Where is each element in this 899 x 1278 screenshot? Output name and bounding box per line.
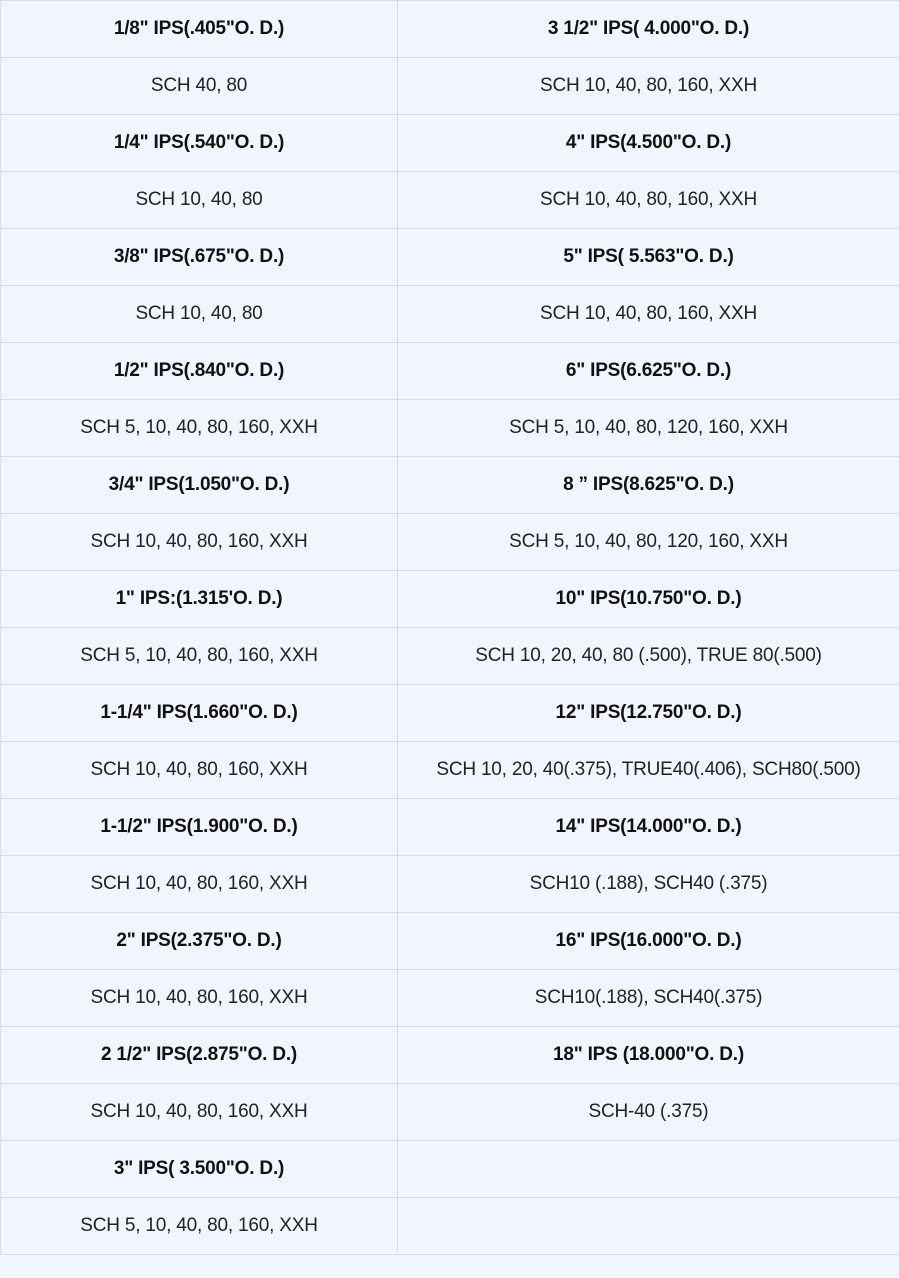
pipe-size-cell: 1/2" IPS(.840"O. D.) <box>1 343 398 400</box>
pipe-size-table-body <box>1 1 899 1255</box>
schedule-row <box>1 856 899 913</box>
pipe-size-cell: 3 1/2" IPS( 4.000"O. D.) <box>398 1 899 58</box>
schedule-cell: SCH 5, 10, 40, 80, 160, XXH <box>1 628 398 685</box>
pipe-size-row <box>1 1141 899 1198</box>
pipe-size-row <box>1 913 899 970</box>
pipe-size-cell: 1" IPS:(1.315'O. D.) <box>1 571 398 628</box>
schedule-cell: SCH-40 (.375) <box>398 1084 899 1141</box>
pipe-size-row <box>1 229 899 286</box>
pipe-size-cell: 18" IPS (18.000"O. D.) <box>398 1027 899 1084</box>
pipe-size-cell: 3" IPS( 3.500"O. D.) <box>1 1141 398 1198</box>
pipe-size-cell: 12" IPS(12.750"O. D.) <box>398 685 899 742</box>
schedule-cell: SCH 10, 40, 80, 160, XXH <box>1 856 398 913</box>
pipe-size-cell: 1/4" IPS(.540"O. D.) <box>1 115 398 172</box>
schedule-cell: SCH 10, 40, 80 <box>1 286 398 343</box>
pipe-size-cell: 1-1/2" IPS(1.900"O. D.) <box>1 799 398 856</box>
schedule-cell: SCH 10, 40, 80, 160, XXH <box>398 58 899 115</box>
schedule-cell: SCH 10, 40, 80, 160, XXH <box>1 742 398 799</box>
pipe-size-row <box>1 685 899 742</box>
schedule-cell: SCH 10, 40, 80 <box>1 172 398 229</box>
pipe-size-cell: 16" IPS(16.000"O. D.) <box>398 913 899 970</box>
schedule-cell: SCH10(.188), SCH40(.375) <box>398 970 899 1027</box>
schedule-cell: SCH 10, 40, 80, 160, XXH <box>1 1084 398 1141</box>
schedule-cell: SCH 10, 40, 80, 160, XXH <box>398 172 899 229</box>
schedule-cell: SCH 10, 20, 40, 80 (.500), TRUE 80(.500) <box>398 628 899 685</box>
pipe-size-row <box>1 1 899 58</box>
schedule-cell: SCH 5, 10, 40, 80, 120, 160, XXH <box>398 400 899 457</box>
pipe-size-cell: 2" IPS(2.375"O. D.) <box>1 913 398 970</box>
schedule-row <box>1 172 899 229</box>
pipe-size-cell <box>398 1141 899 1198</box>
schedule-cell <box>398 1198 899 1255</box>
pipe-size-cell: 5" IPS( 5.563"O. D.) <box>398 229 899 286</box>
pipe-size-cell: 14" IPS(14.000"O. D.) <box>398 799 899 856</box>
schedule-row <box>1 1198 899 1255</box>
schedule-cell: SCH 10, 40, 80, 160, XXH <box>1 970 398 1027</box>
schedule-cell: SCH10 (.188), SCH40 (.375) <box>398 856 899 913</box>
schedule-row <box>1 400 899 457</box>
schedule-cell: SCH 10, 20, 40(.375), TRUE40(.406), SCH80(.500) <box>398 742 899 799</box>
pipe-size-cell: 1-1/4" IPS(1.660"O. D.) <box>1 685 398 742</box>
pipe-size-cell: 6" IPS(6.625"O. D.) <box>398 343 899 400</box>
schedule-cell: SCH 10, 40, 80, 160, XXH <box>1 514 398 571</box>
pipe-size-row <box>1 571 899 628</box>
pipe-size-row <box>1 799 899 856</box>
schedule-cell: SCH 40, 80 <box>1 58 398 115</box>
schedule-cell: SCH 5, 10, 40, 80, 160, XXH <box>1 400 398 457</box>
schedule-row <box>1 514 899 571</box>
pipe-size-cell: 3/8" IPS(.675"O. D.) <box>1 229 398 286</box>
pipe-size-row <box>1 115 899 172</box>
pipe-size-cell: 8 ” IPS(8.625"O. D.) <box>398 457 899 514</box>
pipe-size-row <box>1 1027 899 1084</box>
schedule-row <box>1 628 899 685</box>
pipe-size-cell: 4" IPS(4.500"O. D.) <box>398 115 899 172</box>
schedule-cell: SCH 10, 40, 80, 160, XXH <box>398 286 899 343</box>
schedule-cell: SCH 5, 10, 40, 80, 160, XXH <box>1 1198 398 1255</box>
schedule-row <box>1 1084 899 1141</box>
pipe-size-row <box>1 457 899 514</box>
pipe-size-cell: 1/8" IPS(.405"O. D.) <box>1 1 398 58</box>
schedule-row <box>1 58 899 115</box>
schedule-row <box>1 742 899 799</box>
schedule-row <box>1 286 899 343</box>
schedule-row <box>1 970 899 1027</box>
pipe-size-row <box>1 343 899 400</box>
schedule-cell: SCH 5, 10, 40, 80, 120, 160, XXH <box>398 514 899 571</box>
pipe-size-cell: 10" IPS(10.750"O. D.) <box>398 571 899 628</box>
pipe-size-cell: 2 1/2" IPS(2.875"O. D.) <box>1 1027 398 1084</box>
pipe-size-cell: 3/4" IPS(1.050"O. D.) <box>1 457 398 514</box>
